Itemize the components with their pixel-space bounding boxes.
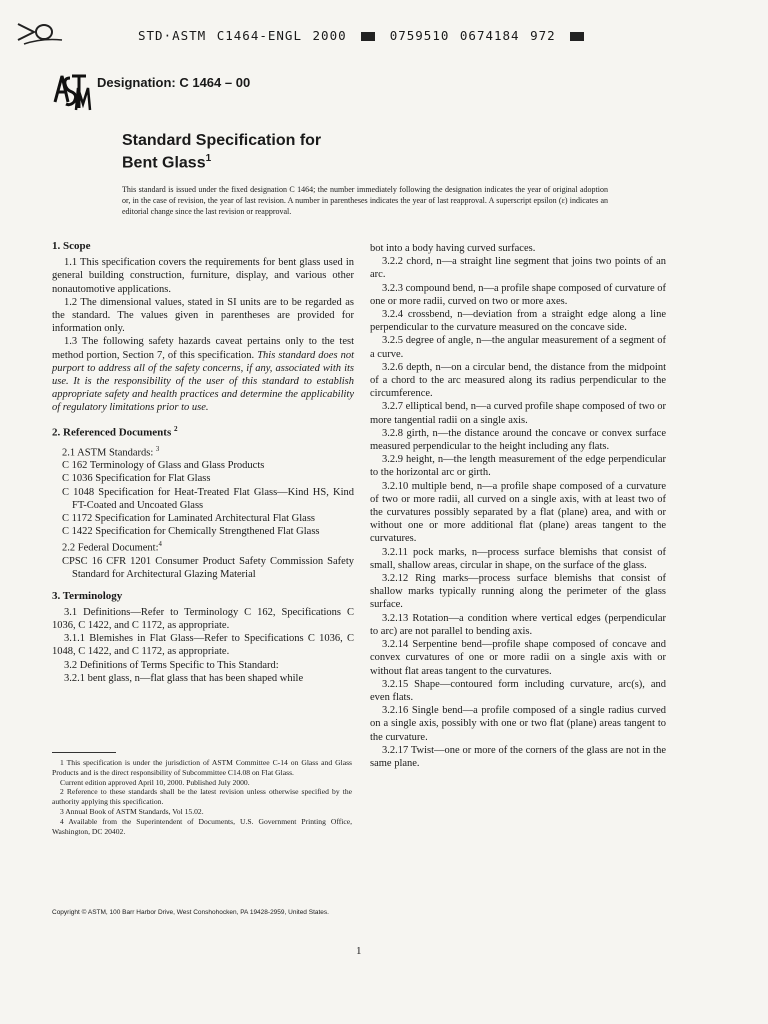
paragraph-3-2: 3.2 Definitions of Terms Specific to This Standard: (64, 659, 279, 671)
copyright-notice: Copyright © ASTM, 100 Barr Harbor Drive, West Conshohocken, PA 19428-2959, United States. (52, 909, 329, 916)
redaction-block (570, 32, 584, 41)
section-heading-referenced-documents: 2. Referenced Documents $^2$ (52, 424, 178, 439)
definition: 3.2.14 Serpentine bend—profile shape composed of concave and convex curvatures of one or more radii on a single axis with or without flat areas tangent to the curvatures. (370, 639, 666, 677)
continued-text: bot into a body having curved surfaces. (370, 243, 536, 254)
definition: 3.2.17 Twist—one or more of the corners of the glass are not in the same plane. (370, 744, 666, 769)
astm-logo (52, 70, 92, 112)
definition: 3.2.5 degree of angle, n—the angular measurement of a segment of a curve. (370, 335, 666, 360)
federal-document: CPSC 16 CFR 1201 Consumer Product Safety Commission Safety Standard for Architectural Glazing Material (62, 556, 354, 581)
paragraph-3-1: 3.1 Definitions—Refer to Terminology C 162, Specifications C 1036, C 1422, and C 1172, as appropriate. (52, 606, 354, 631)
definition: 3.2.13 Rotation—a condition where vertical edges (perpendicular to arc) are not parallel to bending axis. (370, 612, 666, 637)
definition: 3.2.10 multiple bend, n—a profile shape composed of a curvature of two or more radii, all curved on a single axis, with at least two of the curvatures possibly separated by a flat (plane) area, and with or without one or more additional flat (plane) areas tangent to the curvatures. (370, 480, 666, 545)
paragraph-1-3: 1.3 The following safety hazards caveat pertains only to the test method portion, Section 7, of this specification. This standard does not purport to address all of the safety concerns, if any, associated with its use. It is the responsibility of the user of this standard to establish appropriate safety and health practices and determine the applicability of regulatory limitations prior to use. (52, 336, 354, 414)
paragraph-3-2-1: 3.2.1 bent glass, n—flat glass that has been shaped while (64, 672, 304, 684)
right-column (370, 242, 666, 770)
section-heading-scope: 1. Scope (52, 240, 91, 252)
document-title (122, 132, 321, 172)
page-number: 1 (356, 945, 362, 957)
title-line-2: Bent Glass$^1$ (122, 153, 212, 172)
paragraph-1-2: 1.2 The dimensional values, stated in SI units are to be regarded as the standard. The values given in parentheses are provided for information only. (52, 296, 354, 335)
footnote-4: 4 Available from the Superintendent of Documents, U.S. Government Printing Office, Washington, DC 20402. (52, 816, 352, 836)
designation: Designation: C 1464 – 00 (97, 75, 251, 90)
std-line-text: STD·ASTM C1464-ENGL 2000 (138, 28, 347, 43)
standard-notice: This standard is issued under the fixed designation C 1464; the number immediately following the designation indicates the year of original adoption or, in the case of revision, the year of last revision. A number in parentheses indicates the year of last reapproval. A superscript epsilon (ε) indicates an editorial change since the last revision or reapproval. (122, 185, 608, 216)
title-footnote-ref: 1 (205, 153, 212, 164)
definition: 3.2.3 compound bend, n—a profile shape composed of curvature of one or more radii, curved on two or more axes. (370, 282, 667, 307)
referenced-doc: C 162 Terminology of Glass and Glass Products (62, 460, 265, 472)
footnote-3: 3 Annual Book of ASTM Standards, Vol 15.02. (60, 806, 204, 816)
subsection-2-2: 2.2 Federal Document:$^4$ (62, 541, 162, 554)
paragraph-3-1-1: 3.1.1 Blemishes in Flat Glass—Refer to Specifications C 1036, C 1048, C 1422, and C 1172, as appropriate. (52, 633, 354, 658)
footnote-2: 2 Reference to these standards shall be the latest revision unless otherwise specified by the authority applying this specification. (52, 787, 352, 807)
referenced-doc: C 1048 Specification for Heat-Treated Flat Glass—Kind HS, Kind FT-Coated and Uncoated Glass (62, 486, 354, 511)
definition: 3.2.9 height, n—the length measurement of the edge perpendicular to the horizontal arc or girth. (370, 454, 666, 479)
footnote-rule (52, 752, 116, 753)
definition: 3.2.11 pock marks, n—process surface blemishs that consist of small, shallow areas, circular in shape, on the surface of the glass. (370, 546, 666, 571)
footnotes (52, 758, 352, 836)
definition: 3.2.16 Single bend—a profile composed of a single radius curved on a single axis, possibly with one or two flat (plane) areas tangent to the curvature. (370, 705, 666, 743)
referenced-doc: C 1036 Specification for Flat Glass (62, 473, 211, 485)
referenced-doc: C 1422 Specification for Chemically Strengthened Flat Glass (62, 526, 320, 538)
definition: 3.2.2 chord, n—a straight line segment that joins two points of an arc. (370, 256, 666, 281)
title-line-1: Standard Specification for (122, 132, 322, 149)
safety-caveat: This standard does not purport to address all of the safety concerns, if any, associated with its use. It is the responsibility of the user of this standard to establish appropriate safety and health practices and determine the applicability of regulatory limitations prior to use. (52, 349, 354, 414)
footnote-1-edition: Current edition approved April 10, 2000. Published July 2000. (60, 777, 250, 787)
std-code-text: 0759510 0674184 972 (389, 28, 556, 43)
subsection-2-1: 2.1 ASTM Standards: $^3$ (62, 445, 160, 458)
definition: 3.2.4 crossbend, n—deviation from a straight edge along a line perpendicular to the curvature measured on the concave side. (370, 309, 666, 334)
redaction-block (361, 32, 375, 41)
referenced-doc: C 1172 Specification for Laminated Architectural Flat Glass (62, 513, 315, 525)
paragraph-1-1: 1.1 This specification covers the requirements for bent glass used in general building construction, furniture, display, and various other nonautomotive applications. (52, 257, 354, 295)
footnote-1: 1 This specification is under the jurisdiction of ASTM Committee C-14 on Glass and Glass Products and is the direct responsibility of Subcommittee C14.08 on Flat Glass. (52, 758, 352, 777)
definition: 3.2.15 Shape—contoured form including curvature, arc(s), and even flats. (370, 678, 666, 703)
handwritten-mark (14, 16, 64, 48)
section-heading-terminology: 3. Terminology (52, 589, 123, 602)
left-column (52, 240, 354, 685)
document-code-line (138, 28, 588, 43)
definition: 3.2.8 girth, n—the distance around the concave or convex surface measured perpendicular to the height including any flats. (370, 427, 666, 453)
definition: 3.2.12 Ring marks—process surface blemishs that consist of shallow marks typically running along the perimeter of the glass surface. (370, 573, 666, 611)
definition: 3.2.7 elliptical bend, n—a curved profile shape composed of two or more tangential radii on a single axis. (370, 401, 666, 426)
definition: 3.2.6 depth, n—on a circular bend, the distance from the midpoint of a chord to the arc measured along its radius perpendicular to the circumference. (370, 361, 666, 400)
